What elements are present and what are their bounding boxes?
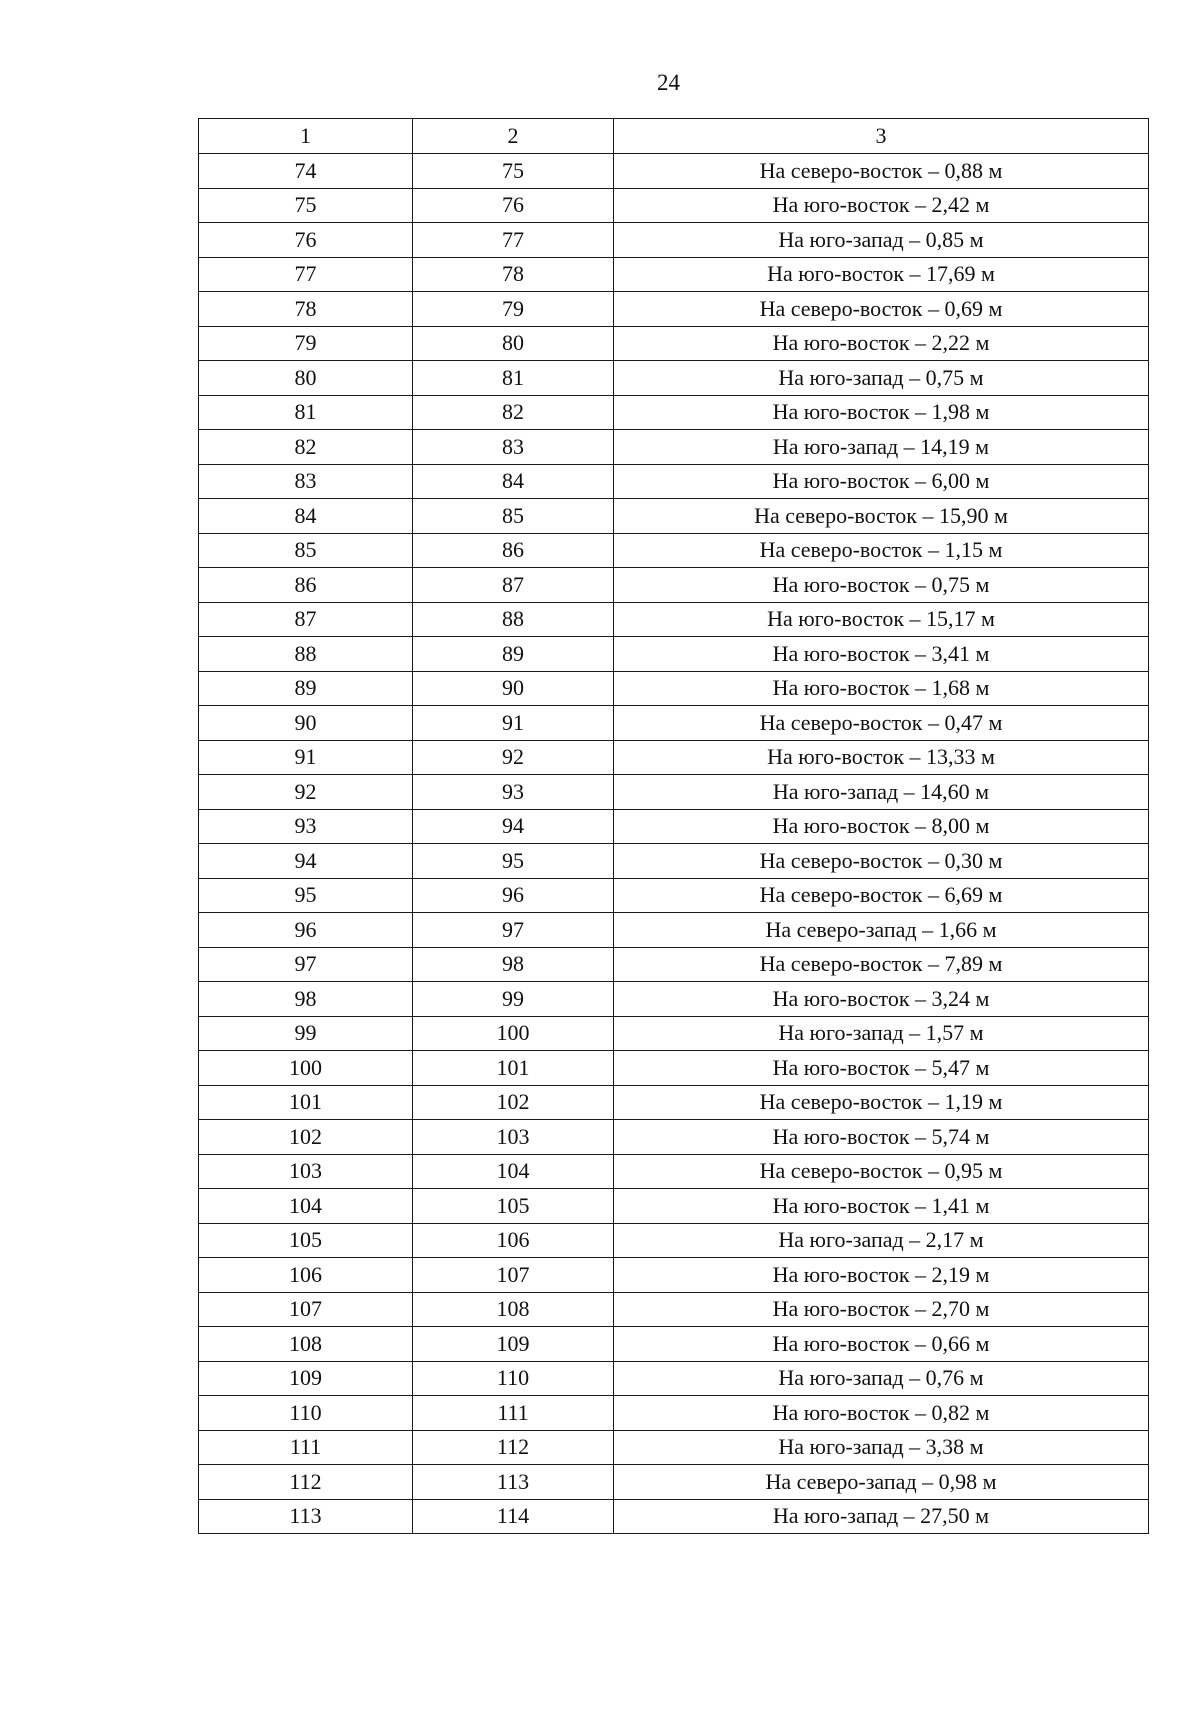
table-row: [199, 982, 1149, 1017]
direction-distance-cell: На северо-восток – 0,69 м: [614, 292, 1149, 327]
table-row: [199, 430, 1149, 465]
point-from-cell: 104: [199, 1189, 413, 1224]
point-from-cell: 105: [199, 1223, 413, 1258]
point-from-cell: 92: [199, 775, 413, 810]
point-to-cell: 97: [413, 913, 614, 948]
table-row: [199, 913, 1149, 948]
point-to-cell: 91: [413, 706, 614, 741]
point-to-cell: 95: [413, 844, 614, 879]
point-from-cell: 74: [199, 154, 413, 189]
direction-distance-cell: На юго-восток – 1,68 м: [614, 671, 1149, 706]
point-to-cell: 111: [413, 1396, 614, 1431]
point-to-cell: 103: [413, 1120, 614, 1155]
point-from-cell: 75: [199, 188, 413, 223]
point-to-cell: 79: [413, 292, 614, 327]
point-from-cell: 100: [199, 1051, 413, 1086]
point-from-cell: 91: [199, 740, 413, 775]
point-from-cell: 93: [199, 809, 413, 844]
table-row: [199, 292, 1149, 327]
point-from-cell: 108: [199, 1327, 413, 1362]
direction-distance-cell: На юго-восток – 2,42 м: [614, 188, 1149, 223]
point-to-cell: 112: [413, 1430, 614, 1465]
point-from-cell: 106: [199, 1258, 413, 1293]
point-to-cell: 107: [413, 1258, 614, 1293]
point-from-cell: 81: [199, 395, 413, 430]
point-from-cell: 90: [199, 706, 413, 741]
point-from-cell: 113: [199, 1499, 413, 1534]
point-to-cell: 87: [413, 568, 614, 603]
point-from-cell: 85: [199, 533, 413, 568]
table-row: [199, 223, 1149, 258]
point-from-cell: 107: [199, 1292, 413, 1327]
table-row: [199, 464, 1149, 499]
table-row: [199, 775, 1149, 810]
table-header-row: [199, 119, 1149, 154]
table-row: [199, 1154, 1149, 1189]
point-from-cell: 77: [199, 257, 413, 292]
direction-distance-cell: На юго-восток – 17,69 м: [614, 257, 1149, 292]
table-row: [199, 844, 1149, 879]
point-from-cell: 103: [199, 1154, 413, 1189]
direction-distance-cell: На юго-запад – 0,85 м: [614, 223, 1149, 258]
direction-distance-cell: На юго-запад – 1,57 м: [614, 1016, 1149, 1051]
table-row: [199, 154, 1149, 189]
direction-distance-cell: На юго-запад – 2,17 м: [614, 1223, 1149, 1258]
boundary-table: [198, 118, 1149, 1534]
page-number: 24: [657, 70, 680, 95]
table-row: [199, 395, 1149, 430]
point-from-cell: 110: [199, 1396, 413, 1431]
table-row: [199, 568, 1149, 603]
table-row: [199, 1499, 1149, 1534]
direction-distance-cell: На северо-восток – 7,89 м: [614, 947, 1149, 982]
table-row: [199, 257, 1149, 292]
direction-distance-cell: На юго-восток – 3,24 м: [614, 982, 1149, 1017]
direction-distance-cell: На юго-восток – 0,66 м: [614, 1327, 1149, 1362]
direction-distance-cell: На северо-восток – 0,88 м: [614, 154, 1149, 189]
direction-distance-cell: На северо-восток – 6,69 м: [614, 878, 1149, 913]
table-row: [199, 1120, 1149, 1155]
point-to-cell: 96: [413, 878, 614, 913]
table-row: [199, 637, 1149, 672]
column-header-3: 3: [614, 119, 1149, 154]
table-row: [199, 326, 1149, 361]
direction-distance-cell: На юго-запад – 3,38 м: [614, 1430, 1149, 1465]
table-row: [199, 1189, 1149, 1224]
point-from-cell: 97: [199, 947, 413, 982]
point-from-cell: 79: [199, 326, 413, 361]
point-from-cell: 84: [199, 499, 413, 534]
point-to-cell: 114: [413, 1499, 614, 1534]
point-to-cell: 78: [413, 257, 614, 292]
direction-distance-cell: На юго-восток – 2,19 м: [614, 1258, 1149, 1293]
point-to-cell: 89: [413, 637, 614, 672]
point-from-cell: 86: [199, 568, 413, 603]
point-from-cell: 82: [199, 430, 413, 465]
point-to-cell: 75: [413, 154, 614, 189]
table-row: [199, 1465, 1149, 1500]
direction-distance-cell: На юго-восток – 13,33 м: [614, 740, 1149, 775]
direction-distance-cell: На юго-восток – 3,41 м: [614, 637, 1149, 672]
point-to-cell: 109: [413, 1327, 614, 1362]
point-to-cell: 77: [413, 223, 614, 258]
direction-distance-cell: На юго-восток – 15,17 м: [614, 602, 1149, 637]
direction-distance-cell: На юго-запад – 0,75 м: [614, 361, 1149, 396]
point-from-cell: 76: [199, 223, 413, 258]
table-row: [199, 533, 1149, 568]
direction-distance-cell: На северо-восток – 0,95 м: [614, 1154, 1149, 1189]
point-to-cell: 88: [413, 602, 614, 637]
point-to-cell: 85: [413, 499, 614, 534]
point-from-cell: 89: [199, 671, 413, 706]
column-header-1: 1: [199, 119, 413, 154]
table-body: [199, 154, 1149, 1534]
point-to-cell: 98: [413, 947, 614, 982]
table-row: [199, 1223, 1149, 1258]
point-from-cell: 88: [199, 637, 413, 672]
point-from-cell: 99: [199, 1016, 413, 1051]
point-to-cell: 94: [413, 809, 614, 844]
table-row: [199, 809, 1149, 844]
table-row: [199, 1396, 1149, 1431]
table-row: [199, 1085, 1149, 1120]
table-row: [199, 188, 1149, 223]
point-to-cell: 90: [413, 671, 614, 706]
point-from-cell: 102: [199, 1120, 413, 1155]
point-from-cell: 101: [199, 1085, 413, 1120]
table-row: [199, 499, 1149, 534]
point-to-cell: 92: [413, 740, 614, 775]
direction-distance-cell: На юго-восток – 1,98 м: [614, 395, 1149, 430]
point-from-cell: 95: [199, 878, 413, 913]
direction-distance-cell: На юго-восток – 1,41 м: [614, 1189, 1149, 1224]
boundary-table-container: [198, 118, 1148, 1534]
column-header-2: 2: [413, 119, 614, 154]
table-row: [199, 1430, 1149, 1465]
table-row: [199, 878, 1149, 913]
point-to-cell: 80: [413, 326, 614, 361]
point-to-cell: 102: [413, 1085, 614, 1120]
table-row: [199, 671, 1149, 706]
direction-distance-cell: На северо-запад – 0,98 м: [614, 1465, 1149, 1500]
point-to-cell: 82: [413, 395, 614, 430]
point-to-cell: 81: [413, 361, 614, 396]
direction-distance-cell: На юго-запад – 0,76 м: [614, 1361, 1149, 1396]
direction-distance-cell: На юго-восток – 5,74 м: [614, 1120, 1149, 1155]
direction-distance-cell: На северо-восток – 1,19 м: [614, 1085, 1149, 1120]
point-to-cell: 101: [413, 1051, 614, 1086]
table-row: [199, 947, 1149, 982]
point-from-cell: 96: [199, 913, 413, 948]
point-to-cell: 108: [413, 1292, 614, 1327]
table-row: [199, 1292, 1149, 1327]
table-row: [199, 1361, 1149, 1396]
direction-distance-cell: На северо-восток – 0,30 м: [614, 844, 1149, 879]
direction-distance-cell: На юго-восток – 0,82 м: [614, 1396, 1149, 1431]
point-from-cell: 109: [199, 1361, 413, 1396]
point-to-cell: 105: [413, 1189, 614, 1224]
direction-distance-cell: На юго-запад – 27,50 м: [614, 1499, 1149, 1534]
point-from-cell: 78: [199, 292, 413, 327]
point-from-cell: 111: [199, 1430, 413, 1465]
direction-distance-cell: На юго-восток – 6,00 м: [614, 464, 1149, 499]
point-from-cell: 83: [199, 464, 413, 499]
direction-distance-cell: На юго-запад – 14,60 м: [614, 775, 1149, 810]
table-row: [199, 1016, 1149, 1051]
table-row: [199, 361, 1149, 396]
point-to-cell: 76: [413, 188, 614, 223]
direction-distance-cell: На северо-восток – 1,15 м: [614, 533, 1149, 568]
point-to-cell: 86: [413, 533, 614, 568]
direction-distance-cell: На северо-запад – 1,66 м: [614, 913, 1149, 948]
point-to-cell: 104: [413, 1154, 614, 1189]
point-to-cell: 110: [413, 1361, 614, 1396]
direction-distance-cell: На юго-восток – 2,70 м: [614, 1292, 1149, 1327]
table-row: [199, 1327, 1149, 1362]
point-to-cell: 100: [413, 1016, 614, 1051]
point-to-cell: 99: [413, 982, 614, 1017]
direction-distance-cell: На юго-восток – 0,75 м: [614, 568, 1149, 603]
table-row: [199, 1051, 1149, 1086]
point-to-cell: 106: [413, 1223, 614, 1258]
table-row: [199, 1258, 1149, 1293]
table-row: [199, 740, 1149, 775]
direction-distance-cell: На юго-восток – 2,22 м: [614, 326, 1149, 361]
direction-distance-cell: На юго-запад – 14,19 м: [614, 430, 1149, 465]
point-to-cell: 113: [413, 1465, 614, 1500]
point-from-cell: 98: [199, 982, 413, 1017]
table-row: [199, 602, 1149, 637]
point-to-cell: 93: [413, 775, 614, 810]
direction-distance-cell: На юго-восток – 8,00 м: [614, 809, 1149, 844]
point-to-cell: 84: [413, 464, 614, 499]
direction-distance-cell: На северо-восток – 15,90 м: [614, 499, 1149, 534]
point-from-cell: 112: [199, 1465, 413, 1500]
direction-distance-cell: На северо-восток – 0,47 м: [614, 706, 1149, 741]
direction-distance-cell: На юго-восток – 5,47 м: [614, 1051, 1149, 1086]
point-from-cell: 80: [199, 361, 413, 396]
table-row: [199, 706, 1149, 741]
point-from-cell: 87: [199, 602, 413, 637]
point-to-cell: 83: [413, 430, 614, 465]
point-from-cell: 94: [199, 844, 413, 879]
